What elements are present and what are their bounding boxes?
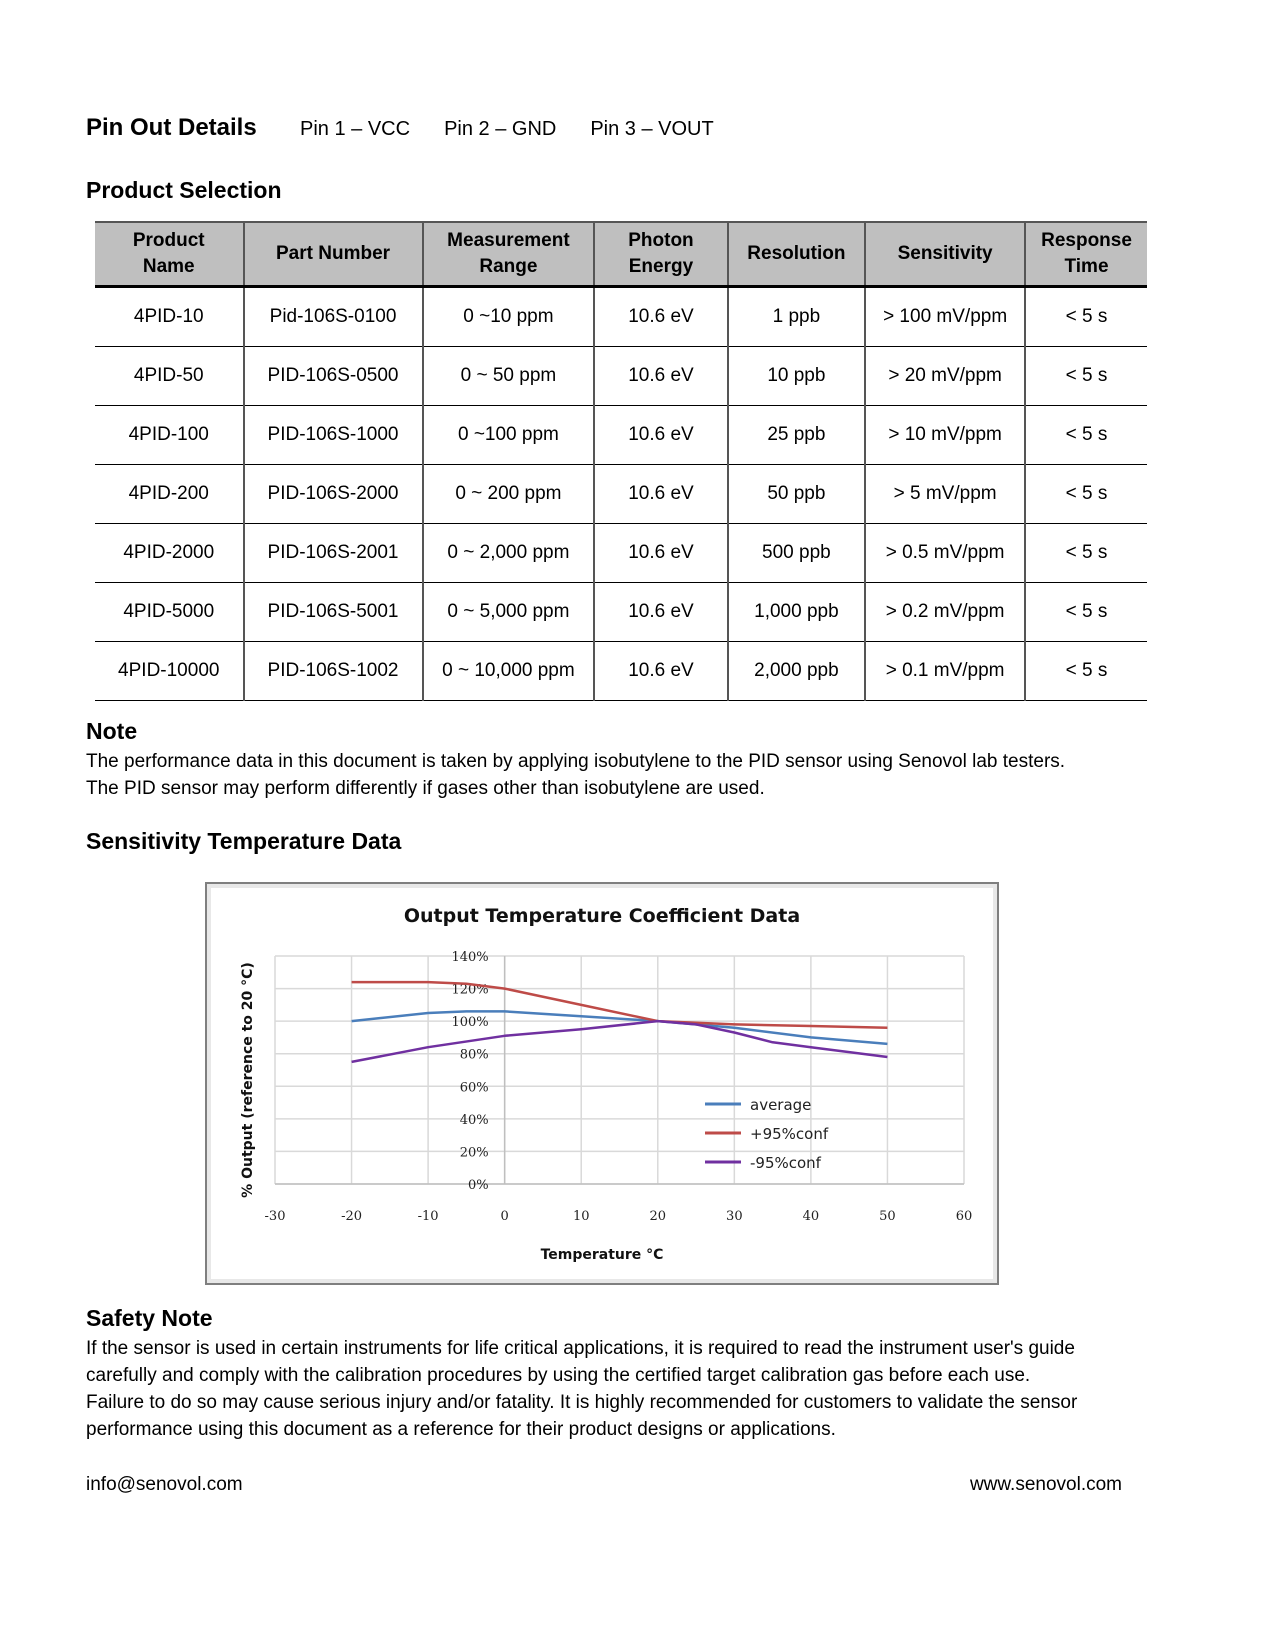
table-cell: 10.6 eV (594, 347, 727, 406)
pin-1: Pin 1 – VCC (300, 118, 411, 140)
table-cell: 0 ~ 10,000 ppm (423, 642, 595, 701)
product-selection-heading: Product Selection (86, 177, 282, 203)
table-header-row (95, 222, 1147, 287)
table-row (95, 583, 1147, 642)
note-line: The performance data in this document is taken by applying isobutylene to the PID sensor using Senovol lab testers. (86, 751, 1066, 772)
column-header (95, 222, 244, 287)
safety-note-text (86, 1335, 1146, 1443)
table-cell: 0 ~ 5,000 ppm (423, 583, 595, 642)
table-cell: > 20 mV/ppm (865, 347, 1025, 406)
table-cell: PID-106S-0500 (244, 347, 423, 406)
temperature-coefficient-chart (205, 882, 999, 1285)
column-header-line: Time (1064, 256, 1109, 277)
table-cell: 2,000 ppb (728, 642, 866, 701)
table-row (95, 347, 1147, 406)
column-header-line: Resolution (747, 243, 846, 264)
y-tick-label: 140% (451, 950, 489, 965)
table-cell: 50 ppb (728, 465, 866, 524)
pin-3: Pin 3 – VOUT (590, 118, 714, 140)
table-cell: 1 ppb (728, 287, 866, 347)
table-cell: < 5 s (1025, 524, 1147, 583)
column-header-line: Response (1041, 230, 1132, 251)
column-header (1025, 222, 1147, 287)
x-tick-label: -10 (417, 1209, 439, 1224)
table-cell: PID-106S-1002 (244, 642, 423, 701)
column-header-line: Product (132, 230, 205, 251)
table-cell: < 5 s (1025, 642, 1147, 701)
table-cell: 4PID-5000 (95, 583, 244, 642)
table-cell: < 5 s (1025, 406, 1147, 465)
table-cell: 25 ppb (728, 406, 866, 465)
column-header-line: Measurement (447, 230, 570, 251)
table-cell: 10 ppb (728, 347, 866, 406)
y-tick-label: 0% (468, 1178, 489, 1193)
table-cell: 0 ~100 ppm (423, 406, 595, 465)
table-cell: 500 ppb (728, 524, 866, 583)
column-header (594, 222, 727, 287)
table-cell: 10.6 eV (594, 524, 727, 583)
column-header-line: Sensitivity (897, 243, 993, 264)
table-cell: < 5 s (1025, 465, 1147, 524)
chart-svg (207, 884, 997, 1283)
legend-label: +95%conf (750, 1125, 829, 1143)
y-tick-label: 100% (451, 1015, 489, 1031)
x-tick-label: 0 (500, 1209, 509, 1224)
table-cell: < 5 s (1025, 583, 1147, 642)
safety-line: If the sensor is used in certain instruments for life critical applications, it is required to read the instrument user's guide (86, 1338, 1075, 1359)
table-cell: 4PID-2000 (95, 524, 244, 583)
table-cell: PID-106S-1000 (244, 406, 423, 465)
table-row (95, 524, 1147, 583)
table-cell: > 0.1 mV/ppm (865, 642, 1025, 701)
column-header-line: Photon (628, 230, 694, 251)
note-text (86, 748, 1146, 802)
table-cell: Pid-106S-0100 (244, 287, 423, 347)
table-cell: > 10 mV/ppm (865, 406, 1025, 465)
table-cell: 0 ~ 2,000 ppm (423, 524, 595, 583)
x-tick-label: 10 (572, 1209, 590, 1224)
note-heading: Note (86, 718, 138, 744)
table-cell: PID-106S-2001 (244, 524, 423, 583)
x-tick-label: 20 (649, 1209, 667, 1224)
column-header (244, 222, 423, 287)
table-cell: < 5 s (1025, 287, 1147, 347)
table-cell: PID-106S-5001 (244, 583, 423, 642)
table-cell: 10.6 eV (594, 642, 727, 701)
y-tick-label: 60% (459, 1080, 489, 1096)
footer-website[interactable]: www.senovol.com (969, 1474, 1122, 1495)
chart-title: Output Temperature Coefficient Data (403, 905, 801, 927)
column-header (423, 222, 595, 287)
y-axis-label: % Output (reference to 20 °C) (240, 962, 256, 1198)
pin-2: Pin 2 – GND (444, 118, 557, 140)
column-header (728, 222, 866, 287)
table-cell: > 100 mV/ppm (865, 287, 1025, 347)
table-cell: 4PID-10 (95, 287, 244, 347)
table-row (95, 287, 1147, 347)
y-tick-label: 20% (459, 1145, 489, 1161)
table-cell: 10.6 eV (594, 406, 727, 465)
table-cell: 4PID-10000 (95, 642, 244, 701)
safety-line: performance using this document as a reference for their product designs or applications. (86, 1419, 836, 1440)
safety-line: Failure to do so may cause serious injury and/or fatality. It is highly recommended for customers to validate the sensor (86, 1392, 1078, 1413)
table-cell: 10.6 eV (594, 287, 727, 347)
y-tick-label: 120% (451, 982, 489, 998)
table-cell: > 0.2 mV/ppm (865, 583, 1025, 642)
x-tick-label: 40 (802, 1209, 820, 1224)
table-row (95, 642, 1147, 701)
x-tick-label: -20 (341, 1209, 363, 1224)
table-row (95, 465, 1147, 524)
x-tick-label: 50 (879, 1209, 896, 1224)
table-cell: 0 ~10 ppm (423, 287, 595, 347)
x-tick-label: 60 (955, 1209, 973, 1224)
x-tick-label: -30 (264, 1209, 286, 1224)
table-cell: 4PID-50 (95, 347, 244, 406)
legend-label: average (750, 1096, 812, 1114)
table-cell: 4PID-100 (95, 406, 244, 465)
safety-line: carefully and comply with the calibration procedures by using the certified target calibration gas before each use. (86, 1365, 1031, 1386)
safety-note-heading: Safety Note (86, 1305, 213, 1331)
column-header (865, 222, 1025, 287)
table-cell: 1,000 ppb (728, 583, 866, 642)
x-axis-label: Temperature °C (540, 1247, 664, 1263)
table-cell: > 0.5 mV/ppm (865, 524, 1025, 583)
table-row (95, 406, 1147, 465)
table-cell: 10.6 eV (594, 583, 727, 642)
note-line: The PID sensor may perform differently if gases other than isobutylene are used. (86, 778, 765, 799)
table-cell: 10.6 eV (594, 465, 727, 524)
legend-label: -95%conf (750, 1154, 821, 1172)
series-line-average (352, 1011, 888, 1044)
temperature-data-heading: Sensitivity Temperature Data (86, 828, 402, 854)
y-tick-label: 80% (459, 1047, 489, 1063)
x-tick-label: 30 (726, 1209, 743, 1224)
table-cell: 0 ~ 50 ppm (423, 347, 595, 406)
column-header-line: Part Number (276, 243, 391, 264)
table-cell: < 5 s (1025, 347, 1147, 406)
product-selection-table (95, 221, 1147, 701)
column-header-line: Name (142, 256, 195, 277)
column-header-line: Range (479, 256, 538, 277)
series-line-95-conf (352, 1021, 888, 1062)
table-cell: 0 ~ 200 ppm (423, 465, 595, 524)
pin-list (300, 118, 714, 141)
pin-out-heading: Pin Out Details (86, 114, 257, 141)
table-cell: 4PID-200 (95, 465, 244, 524)
table-cell: > 5 mV/ppm (865, 465, 1025, 524)
y-tick-label: 40% (459, 1112, 489, 1128)
footer-email[interactable]: info@senovol.com (86, 1474, 243, 1495)
column-header-line: Energy (628, 256, 694, 277)
table-cell: PID-106S-2000 (244, 465, 423, 524)
